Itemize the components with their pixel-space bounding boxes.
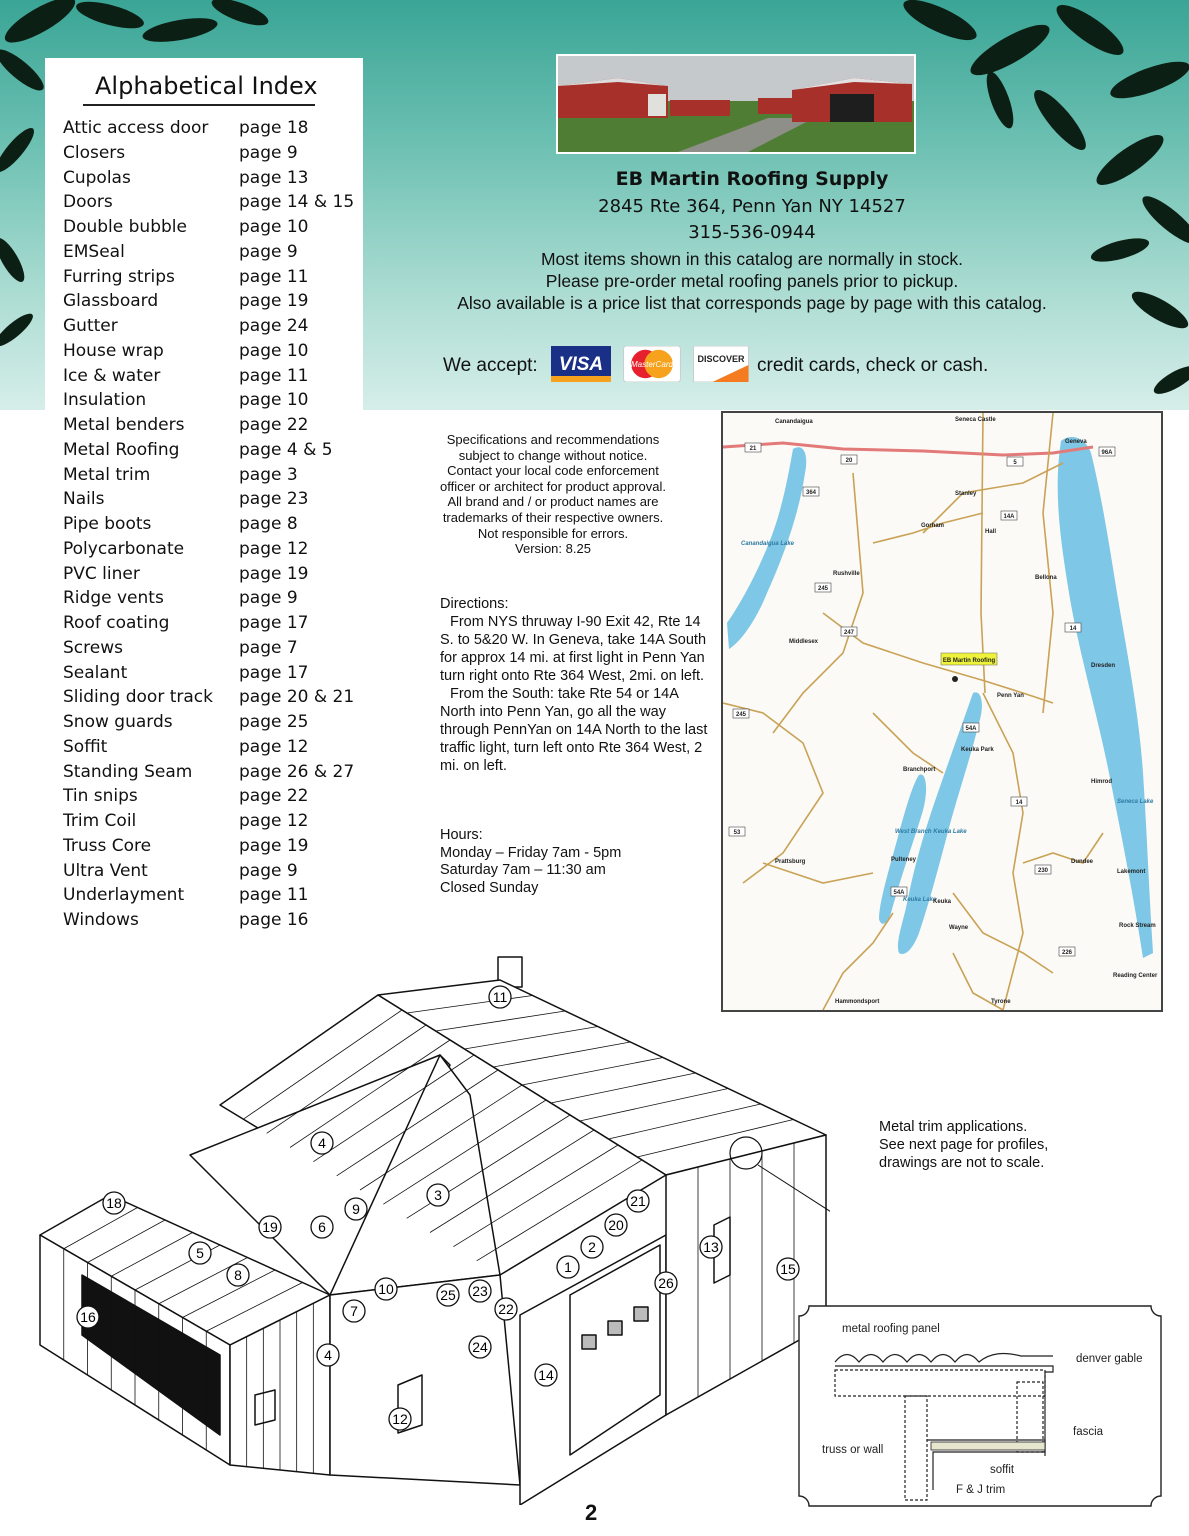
index-topic: Polycarbonate	[63, 538, 185, 559]
index-topic: Truss Core	[63, 835, 152, 856]
callout-number: 8	[234, 1267, 242, 1283]
hours-weekday: Monday – Friday 7am - 5pm	[440, 844, 622, 861]
discover-text: DISCOVER	[697, 354, 745, 365]
index-topic: Underlayment	[63, 885, 185, 906]
mastercard-logo	[622, 346, 682, 382]
small-window	[255, 1390, 275, 1425]
callout-number: 15	[780, 1261, 796, 1277]
callout-number: 4	[318, 1135, 326, 1151]
index-topic: Gutter	[63, 316, 118, 336]
route-shield	[733, 709, 749, 718]
map-label-canandaigua-lake: Canandaigua Lake	[741, 541, 795, 547]
index-page: page 8	[239, 514, 298, 534]
seneca-lake	[1058, 437, 1153, 958]
label-soffit: soffit	[990, 1464, 1015, 1476]
index-page: page 18	[239, 118, 309, 138]
callout-number: 14	[538, 1367, 554, 1383]
index-page: page 14 & 15	[239, 192, 355, 213]
alphabetical-index	[45, 58, 363, 938]
map-label-branchport: Branchport	[903, 767, 936, 773]
index-topic: Soffit	[63, 736, 108, 757]
spec-line: Contact your local code enforcement	[447, 463, 659, 479]
index-row	[63, 166, 354, 191]
index-page: page 17	[239, 613, 309, 633]
spec-line: officer or architect for product approval.	[440, 478, 666, 494]
mastercard-text: MasterCard	[630, 359, 674, 369]
callout-marker	[495, 1298, 517, 1320]
trim-note-line: See next page for profiles,	[879, 1137, 1049, 1153]
index-title-rule	[83, 104, 315, 106]
directions-from-south: From the South: take Rte 54 or 14A North into Penn Yan, go all the way through PennYan on 14A North to the last traffic light, turn left onto Rte 364 West, 2 mi. on left.	[440, 686, 708, 774]
index-topic: Doors	[63, 192, 113, 213]
index-page: page 11	[239, 885, 309, 906]
map-label-keuka-park: Keuka Park	[961, 747, 994, 753]
index-page: page 20 & 21	[239, 687, 355, 708]
specifications-disclaimer	[428, 432, 678, 557]
map-label-lakemont: Lakemont	[1117, 869, 1146, 875]
visa-text: VISA	[558, 354, 604, 375]
callout-number: 26	[658, 1275, 674, 1291]
map-label-dundee: Dundee	[1071, 859, 1094, 865]
index-topic: Tin snips	[63, 786, 138, 807]
map-label-west-branch: West Branch Keuka Lake	[895, 829, 967, 835]
index-page: page 10	[239, 390, 309, 411]
callout-marker	[469, 1280, 491, 1302]
index-row	[63, 809, 354, 834]
map-label-keuka-lake: Keuka Lake	[903, 897, 937, 903]
label-fj-trim: F & J trim	[956, 1484, 1006, 1496]
hours-sunday: Closed Sunday	[440, 879, 539, 896]
callout-number: 11	[492, 989, 508, 1005]
callout-marker	[227, 1264, 249, 1286]
store-photo	[556, 54, 916, 154]
area-map	[721, 411, 1163, 1012]
route-number: 54A	[965, 726, 977, 732]
index-row	[63, 834, 354, 859]
callout-marker	[311, 1132, 333, 1154]
callout-marker	[189, 1242, 211, 1264]
map-label-penn-yan: Penn Yan	[997, 693, 1024, 699]
index-page: page 10	[239, 217, 309, 237]
canandaigua-lake	[727, 447, 806, 649]
spec-line: All brand and / or product names are	[447, 494, 659, 510]
index-topic: Pipe boots	[63, 514, 152, 534]
index-page: page 9	[239, 142, 298, 163]
index-page: page 9	[239, 860, 298, 881]
index-row	[63, 289, 354, 314]
route-number: 53	[733, 830, 741, 836]
index-topic: Glassboard	[63, 291, 159, 312]
map-label-pulteney: Pulteney	[891, 857, 917, 863]
index-page: page 3	[239, 464, 298, 485]
route-number: 247	[843, 630, 855, 636]
spec-line: Specifications and recommendations	[446, 432, 660, 447]
index-page: page 19	[239, 835, 309, 856]
version-label: Version: 8.25	[515, 541, 591, 557]
index-page: page 24	[239, 316, 309, 336]
index-row	[63, 636, 354, 661]
index-topic: Ultra Vent	[63, 860, 148, 881]
route-shield	[815, 583, 831, 592]
callout-number: 7	[350, 1303, 358, 1319]
route-number: 20	[845, 458, 853, 464]
callout-number: 12	[392, 1411, 408, 1427]
index-row	[63, 265, 354, 290]
route-shield	[803, 487, 819, 496]
index-row	[63, 760, 354, 785]
callout-number: 22	[498, 1301, 514, 1317]
route-number: 14	[1069, 626, 1077, 632]
callout-marker	[777, 1258, 799, 1280]
route-number: 5	[1013, 460, 1017, 466]
discover-logo	[692, 346, 750, 382]
route-shield	[963, 723, 979, 732]
index-row	[63, 784, 354, 809]
route-number: 245	[817, 586, 829, 592]
callout-number: 10	[378, 1281, 394, 1297]
route-shield	[841, 627, 857, 636]
callout-marker	[605, 1214, 627, 1236]
index-list	[63, 116, 354, 933]
label-truss-or-wall: truss or wall	[822, 1444, 884, 1456]
callout-marker	[317, 1344, 339, 1366]
index-page: page 11	[239, 266, 309, 287]
route-shield	[841, 455, 857, 464]
callout-marker	[557, 1256, 579, 1278]
price-list-note: Also available is a price list that corresponds page by page with this catalog.	[457, 293, 1047, 313]
preorder-note: Please pre-order metal roofing panels prior to pickup.	[545, 271, 959, 291]
callout-marker	[345, 1198, 367, 1220]
index-topic: EMSeal	[63, 241, 125, 262]
callout-number: 3	[434, 1187, 442, 1203]
payment-suffix: credit cards, check or cash.	[757, 355, 989, 376]
index-row	[63, 413, 354, 438]
index-row	[63, 388, 354, 413]
index-topic: House wrap	[63, 340, 164, 361]
callout-number: 20	[608, 1217, 624, 1233]
callout-number: 24	[472, 1339, 488, 1355]
map-label-gorham: Gorham	[921, 523, 945, 529]
route-number: 230	[1037, 868, 1049, 874]
page-number: 2	[585, 1500, 598, 1525]
index-topic: Metal benders	[63, 415, 185, 435]
index-topic: Screws	[63, 637, 123, 658]
index-topic: Closers	[63, 142, 126, 163]
callout-marker	[375, 1278, 397, 1300]
route-number: 364	[805, 490, 817, 496]
index-page: page 11	[239, 365, 309, 386]
map-label-seneca-castle: Seneca Castle	[955, 417, 996, 423]
directions	[440, 595, 712, 775]
index-page: page 12	[239, 538, 309, 559]
index-topic: Sliding door track	[63, 687, 213, 708]
map-label-hall: Hall	[985, 529, 997, 535]
company-phone: 315-536-0944	[688, 222, 816, 243]
index-page: page 22	[239, 786, 309, 807]
index-row	[63, 240, 354, 265]
trim-note-line: drawings are not to scale.	[879, 1155, 1045, 1171]
callout-marker	[627, 1190, 649, 1212]
index-page: page 26 & 27	[239, 761, 355, 782]
callout-number: 5	[196, 1245, 204, 1261]
index-row	[63, 141, 354, 166]
callout-marker	[655, 1272, 677, 1294]
index-row	[63, 463, 354, 488]
index-row	[63, 586, 354, 611]
callout-number: 25	[440, 1287, 456, 1303]
route-shield	[1065, 623, 1081, 632]
route-shield	[745, 443, 761, 452]
index-page: page 9	[239, 588, 298, 609]
stock-note: Most items shown in this catalog are normally in stock.	[540, 249, 964, 269]
spec-line: Not responsible for errors.	[477, 525, 629, 541]
map-label-hammondsport: Hammondsport	[835, 999, 880, 1005]
index-page: page 19	[239, 291, 309, 312]
index-page: page 13	[239, 167, 309, 188]
spec-line: subject to change without notice.	[458, 447, 648, 463]
map-label-dresden: Dresden	[1091, 663, 1116, 669]
callout-number: 1	[564, 1259, 572, 1275]
route-number: 54A	[893, 890, 905, 896]
map-label-prattsburg: Prattsburg	[775, 859, 806, 865]
index-topic: Metal trim	[63, 464, 151, 485]
index-row	[63, 710, 354, 735]
route-shield	[1035, 865, 1051, 874]
index-page: page 9	[239, 241, 298, 262]
map-label-middlesex: Middlesex	[789, 639, 819, 645]
route-shield	[729, 827, 745, 836]
index-row	[63, 364, 354, 389]
index-topic: Windows	[63, 910, 139, 930]
callout-marker	[259, 1216, 281, 1238]
index-topic: Metal Roofing	[63, 439, 180, 460]
trim-note-line: Metal trim applications.	[879, 1119, 1028, 1135]
route-shield	[1099, 447, 1115, 456]
index-row	[63, 611, 354, 636]
map-label-rushville: Rushville	[833, 571, 860, 577]
map-label-reading-center: Reading Center	[1113, 973, 1158, 979]
callout-marker	[103, 1192, 125, 1214]
route-shield	[1011, 797, 1027, 806]
route-number: 245	[735, 712, 747, 718]
callout-number: 19	[262, 1219, 278, 1235]
label-metal-roofing-panel: metal roofing panel	[842, 1323, 940, 1335]
route-number: 21	[749, 446, 757, 452]
hours-saturday: Saturday 7am – 11:30 am	[440, 862, 606, 878]
callout-marker	[389, 1408, 411, 1430]
index-row	[63, 116, 354, 141]
index-title: Alphabetical Index	[95, 72, 318, 100]
index-page: page 16	[239, 910, 309, 930]
map-label-tyrone: Tyrone	[991, 999, 1011, 1005]
store-hours	[440, 827, 621, 897]
index-page: page 17	[239, 662, 309, 683]
index-row	[63, 908, 354, 933]
map-label-stanley: Stanley	[955, 491, 977, 497]
hours-heading: Hours:	[440, 827, 483, 843]
trim-note	[879, 1118, 1048, 1172]
index-row	[63, 883, 354, 908]
index-topic: PVC liner	[63, 563, 140, 584]
callout-marker	[535, 1364, 557, 1386]
index-page: page 25	[239, 712, 309, 732]
index-row	[63, 859, 354, 884]
index-row	[63, 314, 354, 339]
eb-martin-map-label: EB Martin Roofing	[942, 658, 996, 664]
index-topic: Furring strips	[63, 266, 175, 287]
map-label-keuka: Keuka	[933, 899, 952, 905]
index-topic: Roof coating	[63, 613, 170, 633]
callout-marker	[581, 1236, 603, 1258]
callout-number: 18	[106, 1195, 122, 1211]
index-page: page 12	[239, 811, 309, 831]
route-number: 14A	[1003, 514, 1015, 520]
index-topic: Nails	[63, 489, 105, 510]
callout-marker	[469, 1336, 491, 1358]
index-row	[63, 190, 354, 215]
map-label-geneva: Geneva	[1065, 439, 1087, 445]
directions-from-thruway: From NYS thruway I-90 Exit 42, Rte 14 S. to 5&20 W. In Geneva, take 14A South for approx 14 mi. at first light in Penn Yan turn right onto Rte 364 West, 2mi. on left.	[440, 614, 707, 684]
callout-marker	[437, 1284, 459, 1306]
index-row	[63, 562, 354, 587]
callout-marker	[343, 1300, 365, 1322]
index-row	[63, 685, 354, 710]
callout-marker	[489, 986, 511, 1008]
index-row	[63, 735, 354, 760]
map-label-rock-stream: Rock Stream	[1119, 923, 1156, 929]
callout-number: 23	[472, 1283, 488, 1299]
index-row	[63, 537, 354, 562]
index-page: page 12	[239, 736, 309, 757]
route-shield	[891, 887, 907, 896]
callout-number: 6	[318, 1219, 326, 1235]
route-number: 96A	[1101, 450, 1113, 456]
callout-number: 21	[630, 1193, 646, 1209]
index-page: page 22	[239, 415, 309, 435]
spec-line: trademarks of their respective owners.	[442, 509, 664, 525]
index-topic: Insulation	[63, 390, 147, 411]
company-name: EB Martin Roofing Supply	[615, 168, 889, 190]
index-topic: Sealant	[63, 662, 128, 683]
route-number: 14	[1015, 800, 1023, 806]
map-label-wayne: Wayne	[949, 925, 969, 931]
soffit-panel	[931, 1442, 1045, 1450]
index-row	[63, 339, 354, 364]
index-topic: Attic access door	[63, 118, 209, 138]
index-topic: Ice & water	[63, 365, 161, 386]
company-address: 2845 Rte 364, Penn Yan NY 14527	[598, 196, 906, 217]
index-page: page 4 & 5	[239, 439, 333, 460]
map-label-canandaigua: Canandaigua	[775, 419, 813, 425]
index-topic: Snow guards	[63, 712, 173, 732]
callout-number: 9	[352, 1201, 360, 1217]
index-page: page 10	[239, 340, 309, 361]
store-location-dot	[952, 676, 958, 682]
visa-logo	[551, 346, 611, 382]
inset-frame	[799, 1306, 1161, 1506]
index-page: page 23	[239, 489, 309, 510]
index-topic: Ridge vents	[63, 588, 164, 609]
index-row	[63, 661, 354, 686]
index-topic: Cupolas	[63, 167, 131, 188]
we-accept-label: We accept:	[443, 355, 538, 376]
route-shield	[1007, 457, 1023, 466]
callout-marker	[700, 1236, 722, 1258]
index-topic: Trim Coil	[63, 811, 137, 831]
index-page: page 19	[239, 563, 309, 584]
index-row	[63, 512, 354, 537]
index-row	[63, 215, 354, 240]
index-row	[63, 487, 354, 512]
callout-number: 16	[80, 1309, 96, 1325]
map-label-seneca-lake: Seneca Lake	[1117, 799, 1154, 805]
label-denver-gable: denver gable	[1076, 1353, 1143, 1365]
map-label-himrod: Himrod	[1091, 779, 1112, 785]
route-number: 226	[1061, 950, 1073, 956]
callout-marker	[77, 1306, 99, 1328]
map-label-bellona: Bellona	[1035, 575, 1057, 581]
callout-marker	[427, 1184, 449, 1206]
callout-number: 13	[703, 1239, 719, 1255]
index-page: page 7	[239, 637, 298, 658]
route-shield	[1059, 947, 1075, 956]
route-shield	[1001, 511, 1017, 520]
building-trim-diagram	[30, 945, 830, 1505]
callout-marker	[311, 1216, 333, 1238]
index-topic: Standing Seam	[63, 761, 193, 782]
directions-heading: Directions:	[440, 596, 509, 612]
callout-number: 2	[588, 1239, 596, 1255]
index-topic: Double bubble	[63, 217, 187, 237]
route-5-20	[723, 443, 1093, 455]
callout-number: 4	[324, 1347, 332, 1363]
index-row	[63, 438, 354, 463]
label-fascia: fascia	[1073, 1426, 1104, 1438]
